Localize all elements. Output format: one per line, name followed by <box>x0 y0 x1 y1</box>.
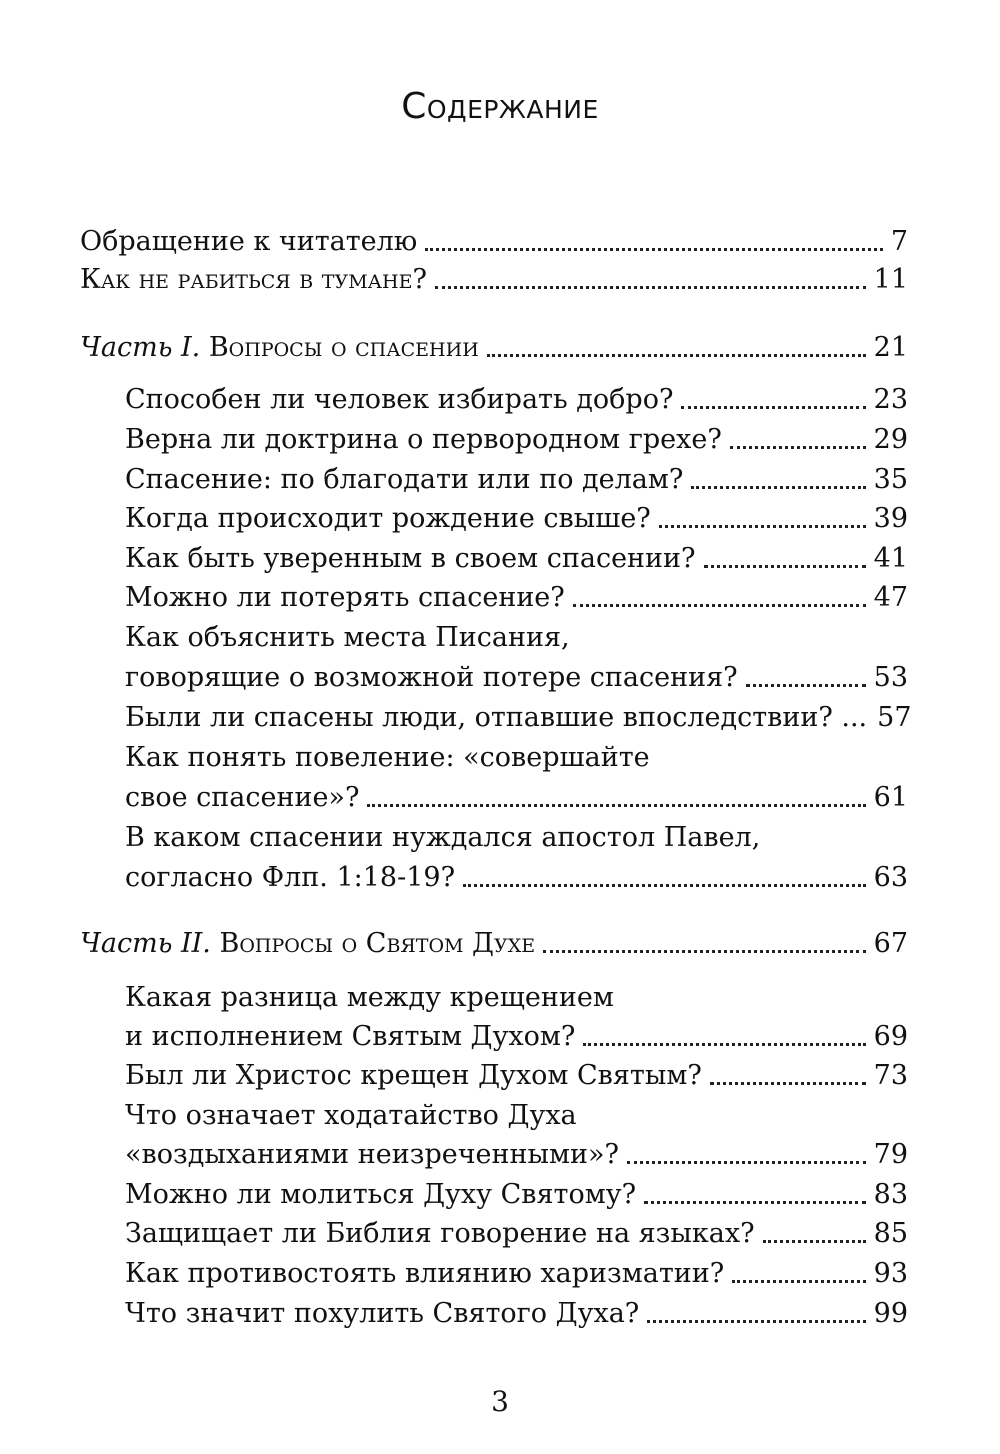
toc-entry-label: Защищает ли Библия говорение на языках? <box>125 1218 755 1249</box>
toc-entry-label: Можно ли потерять спасение? <box>125 582 565 613</box>
toc-entry-page: 47 <box>873 582 908 613</box>
toc-part-heading[interactable] <box>80 924 908 964</box>
dot-leader <box>367 804 865 807</box>
toc-entry-page: 23 <box>873 384 908 415</box>
toc-entry[interactable] <box>125 698 912 738</box>
toc-entry-page: 7 <box>890 226 908 257</box>
toc-entry-first-line: В каком спасении нуждался апостол Павел, <box>125 822 761 853</box>
toc-entry-label: Способен ли человек избирать добро? <box>125 384 674 415</box>
toc-entry-page: 21 <box>873 332 908 363</box>
toc-entry-page: 69 <box>873 1021 908 1052</box>
toc-entry-first-line: Как объяснить места Писания, <box>125 622 570 653</box>
toc-entry-page: 61 <box>873 782 908 813</box>
toc-entry-page: 83 <box>873 1179 908 1210</box>
dot-leader <box>732 1280 865 1283</box>
toc-entry-label: Как быть уверенным в своем спасении? <box>125 543 696 574</box>
toc-entry[interactable] <box>80 222 908 262</box>
toc-entry[interactable] <box>125 778 908 818</box>
dot-leader <box>583 1043 865 1046</box>
toc-entry[interactable] <box>125 1056 908 1096</box>
toc-entry[interactable] <box>125 1135 908 1175</box>
toc-entry-page: 67 <box>873 928 908 959</box>
page-number: 3 <box>491 1385 509 1418</box>
toc-entry-label: Когда происходит рождение свыше? <box>125 503 651 534</box>
toc-entry[interactable] <box>125 380 908 420</box>
toc-entry-label: Что значит похулить Святого Духа? <box>125 1298 640 1329</box>
dot-leader <box>704 565 866 568</box>
toc-part-heading[interactable] <box>80 328 908 368</box>
toc-entry-page: 73 <box>873 1060 908 1091</box>
toc-entry-label: Как противостоять влиянию харизматии? <box>125 1258 725 1289</box>
part-prefix: Часть II. <box>80 928 211 959</box>
dot-leader <box>746 684 866 687</box>
toc-entry-page: 29 <box>873 424 908 455</box>
dot-leader <box>573 604 866 607</box>
toc-entry-page: 63 <box>873 862 908 893</box>
toc-entry-label: согласно Флп. 1:18-19? <box>125 862 456 893</box>
toc-entry[interactable] <box>125 1017 908 1057</box>
toc-entry-first-line: Как понять повеление: «совершайте <box>125 742 650 773</box>
toc-entry-label: и исполнением Святым Духом? <box>125 1021 576 1052</box>
toc-entry-page: 57 <box>877 702 912 733</box>
toc-entry-label: Обращение к читателю <box>80 226 418 257</box>
toc-entry-label: Верна ли доктрина о первородном грехе? <box>125 424 722 455</box>
dot-leader <box>487 354 866 357</box>
dot-leader <box>659 525 866 528</box>
toc-entry-label: Были ли спасены люди, отпавшие впоследствии? ... <box>125 702 868 733</box>
dot-leader <box>435 286 866 289</box>
toc-entry[interactable] <box>125 1214 908 1254</box>
toc-entry-page: 85 <box>873 1218 908 1249</box>
toc-entry-label: Был ли Христос крещен Духом Святым? <box>125 1060 702 1091</box>
toc-entry[interactable] <box>125 539 908 579</box>
dot-leader <box>710 1082 866 1085</box>
toc-entry[interactable] <box>125 420 908 460</box>
dot-leader <box>681 406 865 409</box>
part-title: Вопросы о Святом Духе <box>219 928 536 959</box>
page-title: Содержание <box>401 86 599 127</box>
dot-leader <box>647 1320 865 1323</box>
toc-entry-label: говорящие о возможной потере спасения? <box>125 662 738 693</box>
toc-entry-page: 39 <box>873 503 908 534</box>
toc-entry[interactable] <box>125 658 908 698</box>
toc-entry-label: «воздыханиями неизреченными»? <box>125 1139 620 1170</box>
dot-leader <box>425 248 882 251</box>
toc-entry-first-line: Какая разница между крещением <box>125 982 614 1013</box>
toc-entry[interactable] <box>125 1254 908 1294</box>
part-prefix: Часть I. <box>80 332 201 363</box>
toc-entry-page: 41 <box>873 543 908 574</box>
toc-entry-label: Как не рабиться в тумане? <box>80 264 427 295</box>
toc-entry-page: 11 <box>873 264 908 295</box>
toc-entry-page: 35 <box>873 464 908 495</box>
toc-entry[interactable] <box>125 499 908 539</box>
dot-leader <box>463 884 866 887</box>
dot-leader <box>644 1201 866 1204</box>
dot-leader <box>543 950 866 953</box>
toc-entry-page: 79 <box>873 1139 908 1170</box>
toc-entry[interactable] <box>125 1294 908 1334</box>
toc-entry-page: 53 <box>873 662 908 693</box>
toc-entry-page: 93 <box>873 1258 908 1289</box>
toc-entry[interactable] <box>125 858 908 898</box>
toc-entry[interactable] <box>125 460 908 500</box>
toc-entry[interactable] <box>125 578 908 618</box>
toc-entry-label: свое спасение»? <box>125 782 360 813</box>
toc-entry-page: 99 <box>873 1298 908 1329</box>
dot-leader <box>627 1161 866 1164</box>
dot-leader <box>691 486 865 489</box>
part-title: Вопросы о спасении <box>208 332 479 363</box>
toc-entry-first-line: Что означает ходатайство Духа <box>125 1100 577 1131</box>
toc-entry-label: Можно ли молиться Духу Святому? <box>125 1179 637 1210</box>
toc-entry-label: Спасение: по благодати или по делам? <box>125 464 684 495</box>
dot-leader <box>763 1240 866 1243</box>
toc-entry[interactable] <box>125 1175 908 1215</box>
dot-leader <box>730 446 866 449</box>
toc-entry[interactable] <box>80 260 908 300</box>
